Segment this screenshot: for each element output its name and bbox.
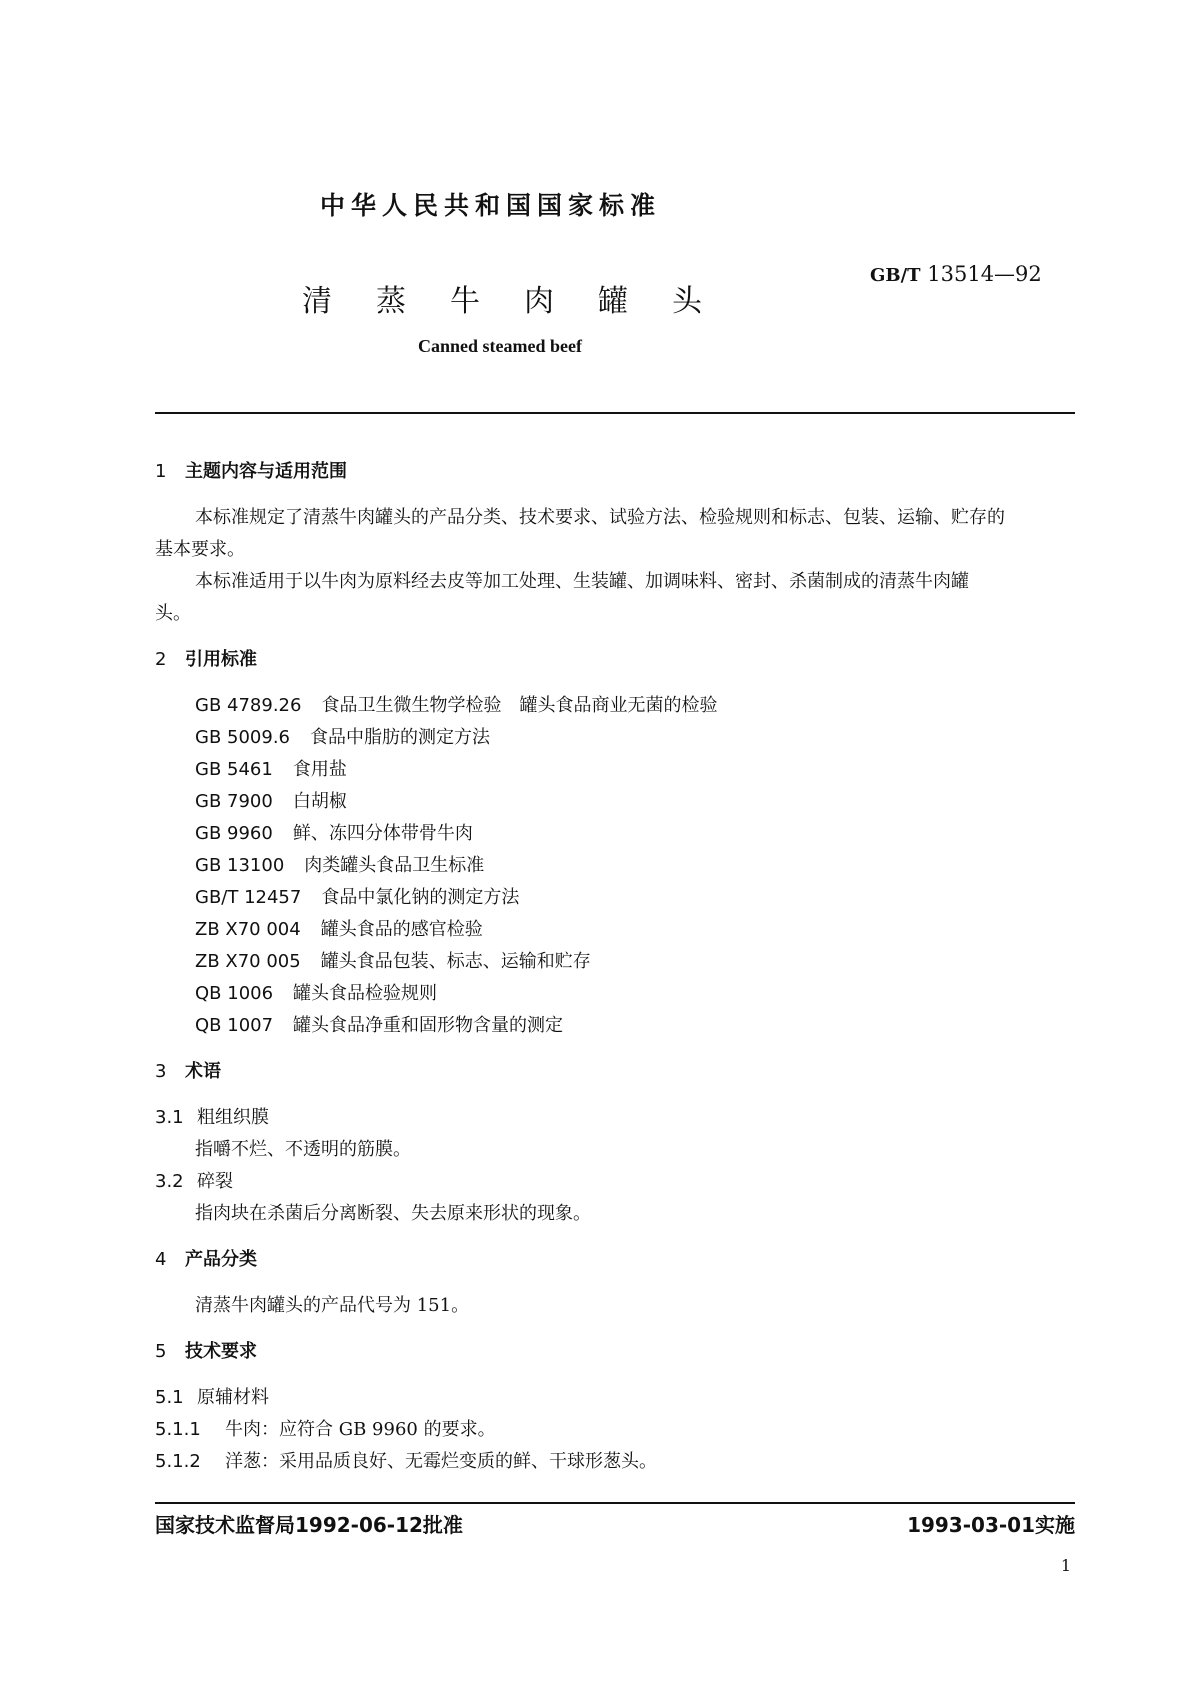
section-heading-3: 3 术语 — [155, 1061, 221, 1082]
reference-code: GB 5461 — [195, 759, 273, 780]
section-heading-2: 2 引用标准 — [155, 649, 257, 670]
reference-item — [195, 978, 1075, 1010]
clause-5-1-1: 5.1.1 牛肉：应符合 GB 9960 的要求。 — [155, 1419, 496, 1440]
paragraph: 本标准规定了清蒸牛肉罐头的产品分类、技术要求、试验方法、检验规则和标志、包装、运输、贮存的 — [195, 507, 1005, 528]
term-definition: 指嚼不烂、不透明的筋膜。 — [195, 1139, 411, 1160]
reference-item — [195, 914, 1075, 946]
term-definition: 指肉块在杀菌后分离断裂、失去原来形状的现象。 — [195, 1203, 591, 1224]
reference-title: 罐头食品的感官检验 — [320, 919, 483, 940]
document-body — [155, 456, 1075, 1478]
clause-5-1: 5.1 原辅材料 — [155, 1387, 269, 1408]
reference-code: GB/T 12457 — [195, 887, 302, 908]
reference-code: ZB X70 004 — [195, 919, 301, 940]
english-title: Canned steamed beef — [418, 336, 582, 356]
reference-code: GB 9960 — [195, 823, 273, 844]
reference-item — [195, 818, 1075, 850]
header-divider — [155, 412, 1075, 414]
section-heading-5: 5 技术要求 — [155, 1341, 257, 1362]
standard-code-number: 13514—92 — [927, 262, 1042, 286]
reference-item — [195, 690, 1075, 722]
reference-title: 鲜、冻四分体带骨牛肉 — [292, 823, 473, 844]
reference-item — [195, 722, 1075, 754]
footer-divider — [155, 1502, 1075, 1504]
reference-code: QB 1006 — [195, 983, 274, 1004]
national-standard-heading: 中华人民共和国国家标准 — [320, 191, 662, 220]
reference-title: 肉类罐头食品卫生标准 — [304, 855, 485, 876]
document-title: 清蒸牛肉罐头 — [302, 284, 746, 319]
reference-code: GB 13100 — [195, 855, 285, 876]
paragraph-cont: 头。 — [155, 603, 191, 624]
reference-title: 食用盐 — [292, 759, 347, 780]
section-heading-1: 1 主题内容与适用范围 — [155, 461, 347, 482]
reference-code: ZB X70 005 — [195, 951, 301, 972]
reference-item — [195, 946, 1075, 978]
reference-title: 罐头食品包装、标志、运输和贮存 — [320, 951, 591, 972]
paragraph: 本标准适用于以牛肉为原料经去皮等加工处理、生装罐、加调味料、密封、杀菌制成的清蒸牛肉罐 — [195, 571, 969, 592]
standard-code — [870, 262, 1042, 286]
reference-item — [195, 786, 1075, 818]
reference-item — [195, 1010, 1075, 1042]
reference-code: QB 1007 — [195, 1015, 274, 1036]
reference-item — [195, 882, 1075, 914]
reference-title: 食品中脂肪的测定方法 — [310, 727, 491, 748]
standard-code-prefix: GB/T — [870, 265, 921, 286]
reference-title: 白胡椒 — [292, 791, 347, 812]
reference-code: GB 7900 — [195, 791, 273, 812]
section-heading-4: 4 产品分类 — [155, 1249, 257, 1270]
reference-code: GB 4789.26 — [195, 695, 302, 716]
reference-code: GB 5009.6 — [195, 727, 291, 748]
reference-title: 罐头食品检验规则 — [293, 983, 438, 1004]
reference-title: 罐头食品净重和固形物含量的测定 — [293, 1015, 564, 1036]
reference-item — [195, 850, 1075, 882]
reference-list — [155, 690, 1075, 1042]
reference-title: 食品中氯化钠的测定方法 — [321, 887, 520, 908]
paragraph: 清蒸牛肉罐头的产品代号为 151。 — [195, 1295, 470, 1316]
paragraph-cont: 基本要求。 — [155, 539, 245, 560]
page-number: 1 — [1060, 1556, 1071, 1575]
term-3-1: 3.1 粗组织膜 — [155, 1107, 269, 1128]
reference-item — [195, 754, 1075, 786]
clause-5-1-2: 5.1.2 洋葱：采用品质良好、无霉烂变质的鲜、干球形葱头。 — [155, 1451, 657, 1472]
implementation-date: 1993-03-01实施 — [907, 1513, 1075, 1537]
reference-title: 食品卫生微生物学检验 罐头食品商业无菌的检验 — [321, 695, 718, 716]
term-3-2: 3.2 碎裂 — [155, 1171, 233, 1192]
approval-line: 国家技术监督局1992-06-12批准 — [155, 1513, 463, 1537]
